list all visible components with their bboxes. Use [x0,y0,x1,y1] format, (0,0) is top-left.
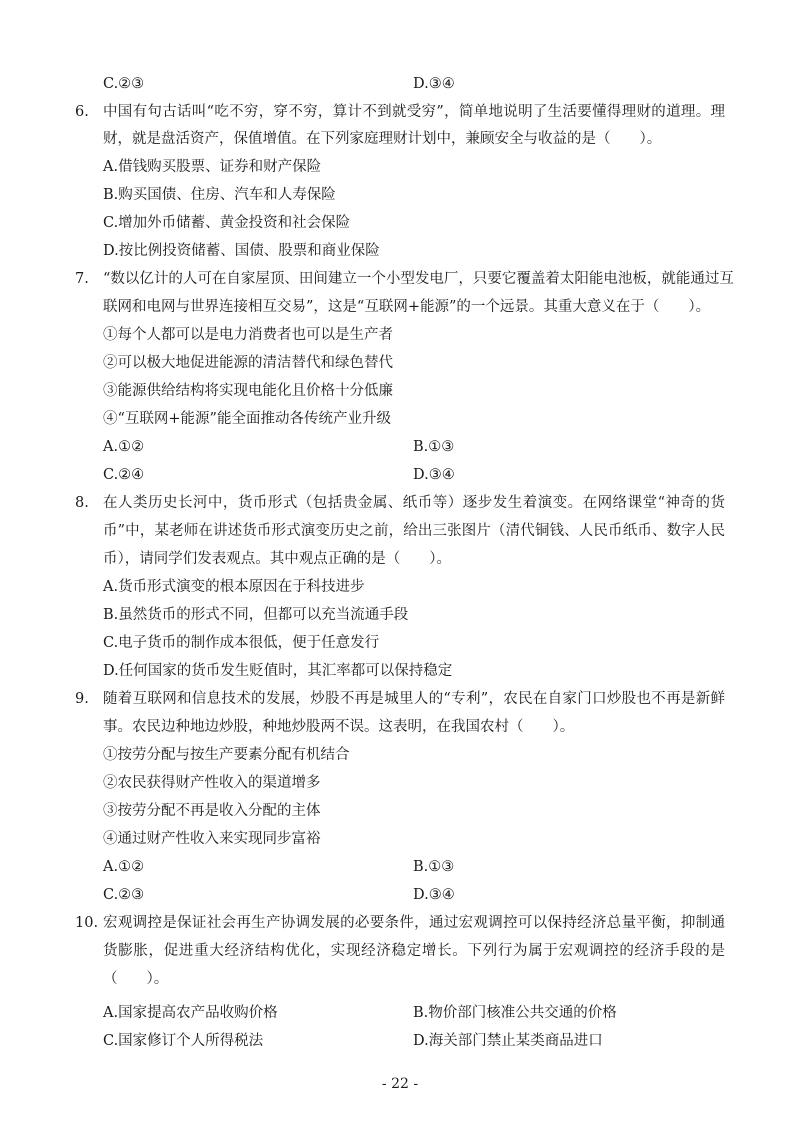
q6-number: 6. [75,104,89,120]
q9-option-d: D.③④ [413,887,455,903]
q7-statement-1: ①每个人都可以是电力消费者也可以是生产者 [103,327,393,343]
q9-option-c: C.②③ [103,887,145,903]
q6-stem-line-2: 财，就是盘活资产，保值增值。在下列家庭理财计划中，兼顾安全与收益的是（ ）。 [103,131,662,147]
q10-option-a: A.国家提高农产品收购价格 [103,1005,278,1021]
q7-statement-2: ②可以极大地促进能源的清洁替代和绿色替代 [103,355,393,371]
q7-stem-line-1: “数以亿计的人可在自家屋顶、田间建立一个小型发电厂，只要它覆盖着太阳能电池板，就能通过互 [103,271,734,287]
q10-option-c: C.国家修订个人所得税法 [103,1033,264,1049]
q8-option-c: C.电子货币的制作成本很低，便于任意发行 [103,635,380,651]
q6-option-d: D.按比例投资储蓄、国债、股票和商业保险 [103,243,380,259]
q8-stem-line-3: 币），请同学们发表观点。其中观点正确的是（ ）。 [103,551,451,567]
q8-stem-line-1: 在人类历史长河中，货币形式（包括贵金属、纸币等）逐步发生着演变。在网络课堂“神奇的货 [103,495,725,511]
q6-option-a: A.借钱购买股票、证券和财产保险 [103,159,322,175]
q10-number: 10. [75,915,99,931]
q9-option-b: B.①③ [413,859,455,875]
q6-stem-line-1: 中国有句古话叫“吃不穷，穿不穷，算计不到就受穷”，简单地说明了生活要懂得理财的道理。理 [103,104,725,120]
q5-option-d: D.③④ [413,76,455,92]
q7-statement-4: ④“互联网+能源”能全面推动各传统产业升级 [103,411,391,427]
q8-option-b: B.虽然货币的形式不同，但都可以充当流通手段 [103,607,409,623]
q7-option-a: A.①② [103,439,145,455]
q9-stem-line-2: 事。农民边种地边炒股，种地炒股两不误。这表明，在我国农村（ ）。 [103,719,575,735]
q5-option-c: C.②③ [103,76,145,92]
page-number: - 22 - [381,1076,419,1092]
q9-stem-line-1: 随着互联网和信息技术的发展，炒股不再是城里人的“专利”，农民在自家门口炒股也不再是新鲜 [103,691,725,707]
q6-option-c: C.增加外币储蓄、黄金投资和社会保险 [103,215,351,231]
q7-statement-3: ③能源供给结构将实现电能化且价格十分低廉 [103,383,393,399]
q10-stem-line-2: 货膨胀，促进重大经济结构优化，实现经济稳定增长。下列行为属于宏观调控的经济手段的是 [103,943,725,959]
q7-option-c: C.②④ [103,467,145,483]
q7-option-b: B.①③ [413,439,455,455]
q10-option-d: D.海关部门禁止某类商品进口 [413,1033,603,1049]
q8-stem-line-2: 币”中，某老师在讲述货币形式演变历史之前，给出三张图片（清代铜钱、人民币纸币、数字人民 [103,523,725,539]
q8-option-d: D.任何国家的货币发生贬值时，其汇率都可以保持稳定 [103,663,453,679]
q9-option-a: A.①② [103,859,145,875]
q9-statement-3: ③按劳分配不再是收入分配的主体 [103,803,321,819]
q6-option-b: B.购买国债、住房、汽车和人寿保险 [103,187,336,203]
q9-number: 9. [75,691,89,707]
q7-stem-line-2: 联网和电网与世界连接相互交易”，这是“互联网+能源”的一个远景。其重大意义在于（ ）。 [103,299,711,315]
q10-option-b: B.物价部门核准公共交通的价格 [413,1005,617,1021]
q9-statement-4: ④通过财产性收入来实现同步富裕 [103,831,321,847]
q9-statement-1: ①按劳分配与按生产要素分配有机结合 [103,747,350,763]
q7-option-d: D.③④ [413,467,455,483]
q7-number: 7. [75,271,89,287]
q8-number: 8. [75,495,89,511]
q10-stem-line-3: （ ）。 [103,971,169,987]
q9-statement-2: ②农民获得财产性收入的渠道增多 [103,775,321,791]
q8-option-a: A.货币形式演变的根本原因在于科技进步 [103,579,365,595]
q10-stem-line-1: 宏观调控是保证社会再生产协调发展的必要条件，通过宏观调控可以保持经济总量平衡，抑制通 [103,915,725,931]
